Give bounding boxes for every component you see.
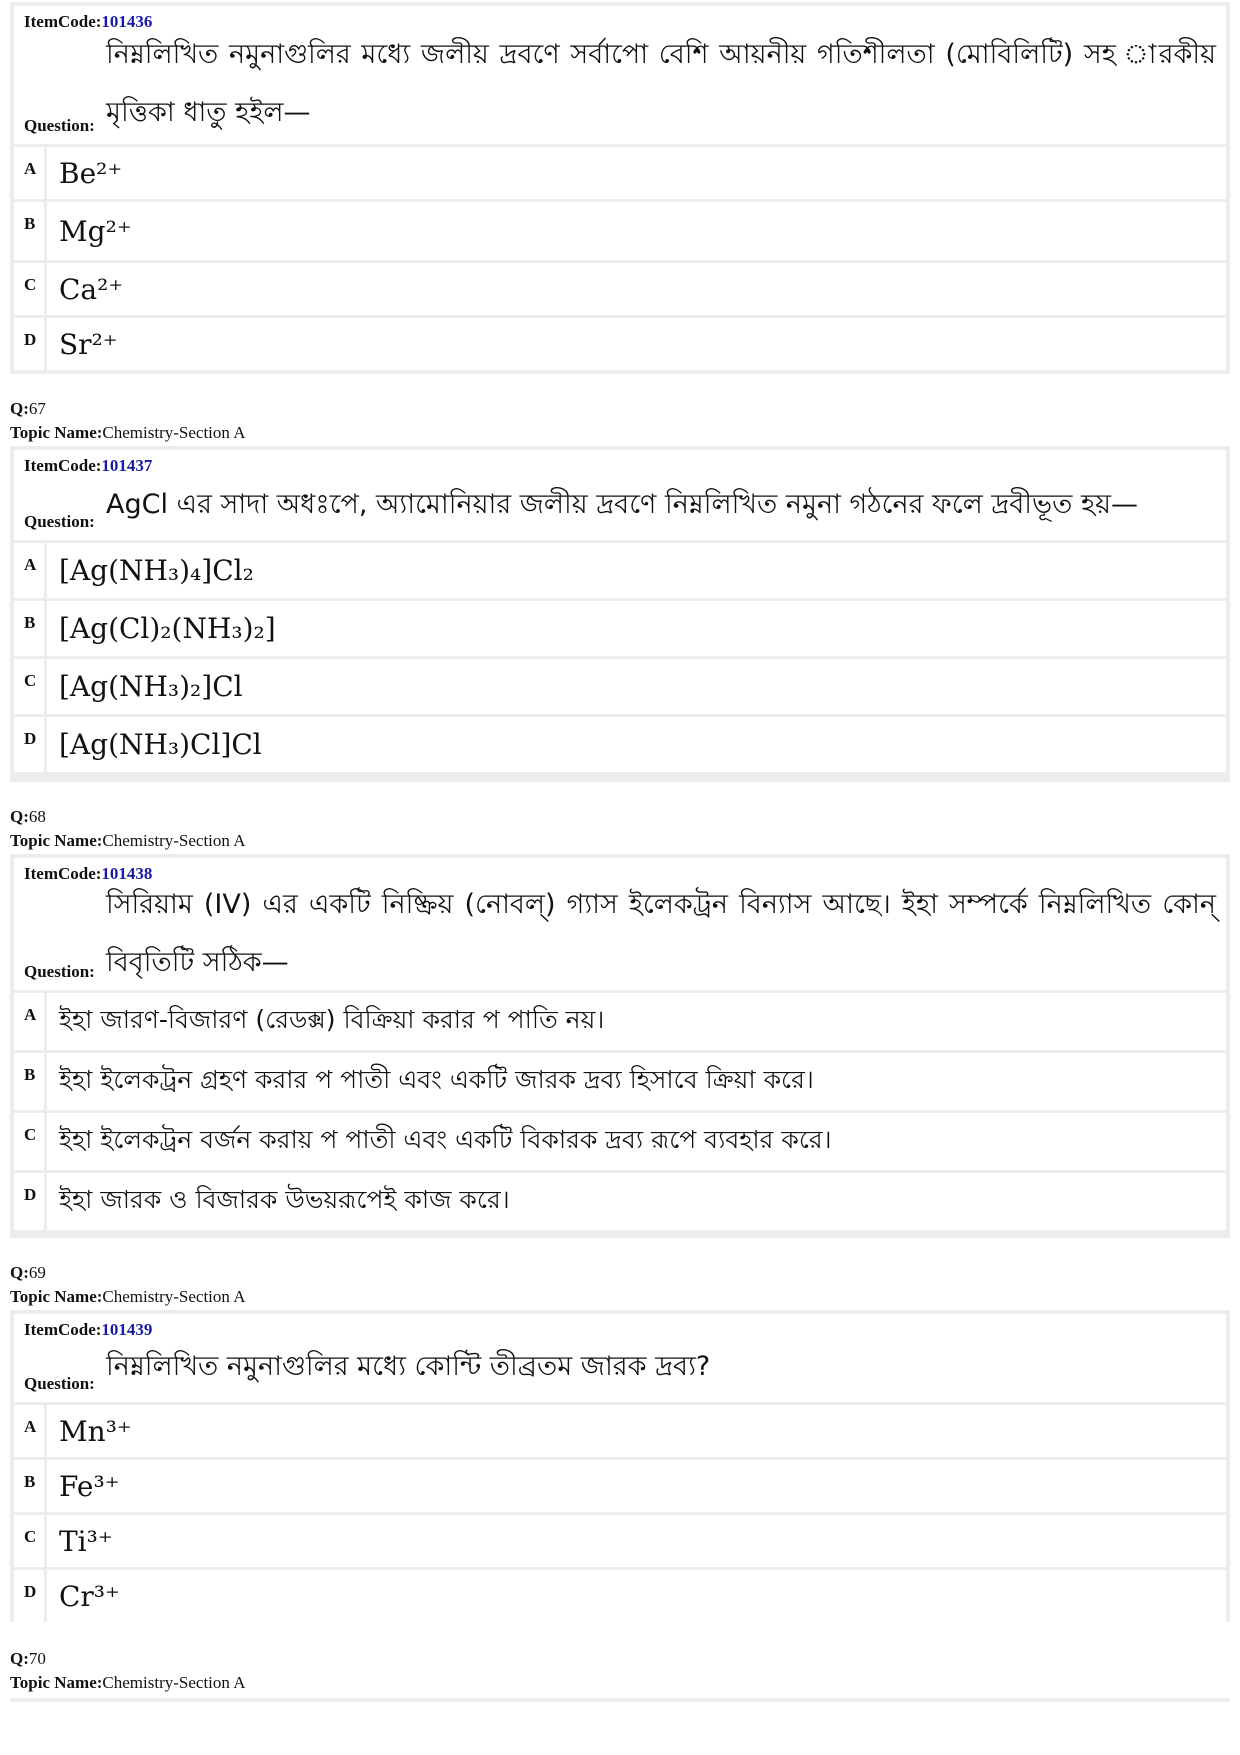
question-label: Question: [24,1374,95,1393]
question-block-101438 [10,854,1230,1238]
question-number: Q:70 [10,1649,46,1668]
topic-name: Topic Name:Chemistry-Section A [10,831,246,850]
topic-name: Topic Name:Chemistry-Section A [10,1673,246,1692]
option-a: A [Ag(NH₃)₄]Cl₂ [14,543,1226,598]
item-code: ItemCode:101436 [24,12,153,31]
question-label: Question: [24,116,95,135]
question-number: Q:67 [10,399,46,418]
item-code: ItemCode:101437 [24,456,153,475]
question-block-101436 [10,2,1230,374]
question-header [14,858,1226,990]
question-block-101437 [10,446,1230,782]
question-text: নিম্নলিখিত নমুনাগুলির মধ্যে কোন্টি তীব্রতম জারক দ্রব্য? [106,1351,711,1382]
question-label: Question: [24,962,95,981]
question-block-101439 [10,1310,1230,1622]
next-block-border [10,1698,1230,1702]
option-d: D Cr³⁺ [14,1570,1226,1622]
question-header [14,1314,1226,1402]
option-a: A ইহা জারণ-বিজারণ (রেডক্স) বিক্রিয়া করার প পাতি নয়। [14,993,1226,1050]
question-text: AgCl এর সাদা অধঃপে, অ্যামোনিয়ার জলীয় দ্রবণে নিম্নলিখিত নমুনা গঠনের ফলে দ্রবীভূত হয়— [106,489,1139,520]
option-c: C Ti³⁺ [14,1515,1226,1567]
question-label: Question: [24,512,95,531]
option-a: A Be²⁺ [14,147,1226,199]
option-b: B ইহা ইলেকট্রন গ্রহণ করার প পাতী এবং একটি জারক দ্রব্য হিসাবে ক্রিয়া করে। [14,1053,1226,1110]
question-number: Q:69 [10,1263,46,1282]
option-c: C ইহা ইলেকট্রন বর্জন করায় প পাতী এবং একটি বিকারক দ্রব্য রূপে ব্যবহার করে। [14,1113,1226,1170]
option-c: C Ca²⁺ [14,263,1226,315]
question-header [14,450,1226,540]
question-number: Q:68 [10,807,46,826]
option-b: B Fe³⁺ [14,1460,1226,1512]
item-code: ItemCode:101439 [24,1320,153,1339]
topic-name: Topic Name:Chemistry-Section A [10,423,246,442]
option-a: A Mn³⁺ [14,1405,1226,1457]
option-d: D [Ag(NH₃)Cl]Cl [14,717,1226,772]
topic-name: Topic Name:Chemistry-Section A [10,1287,246,1306]
option-b: B [Ag(Cl)₂(NH₃)₂] [14,601,1226,656]
question-text: সিরিয়াম (IV) এর একটি নিষ্ক্রিয় (নোবল্) গ্যাস ইলেকট্রন বিন্যাস আছে। ইহা সম্পর্কে নিম্নলিখিত কোন্ বিবৃতিটি সঠিক— [106,889,1216,978]
option-d: D ইহা জারক ও বিজারক উভয়রূপেই কাজ করে। [14,1173,1226,1230]
question-text: নিম্নলিখিত নমুনাগুলির মধ্যে জলীয় দ্রবণে সর্বাপো বেশি আয়নীয় গতিশীলতা (মোবিলিটি) সহ ারকীয় মৃত্তিকা ধাতু হইল— [106,39,1216,128]
question-header [14,6,1226,144]
option-b: B Mg²⁺ [14,202,1226,260]
item-code: ItemCode:101438 [24,864,153,883]
option-d: D Sr²⁺ [14,318,1226,370]
option-c: C [Ag(NH₃)₂]Cl [14,659,1226,714]
